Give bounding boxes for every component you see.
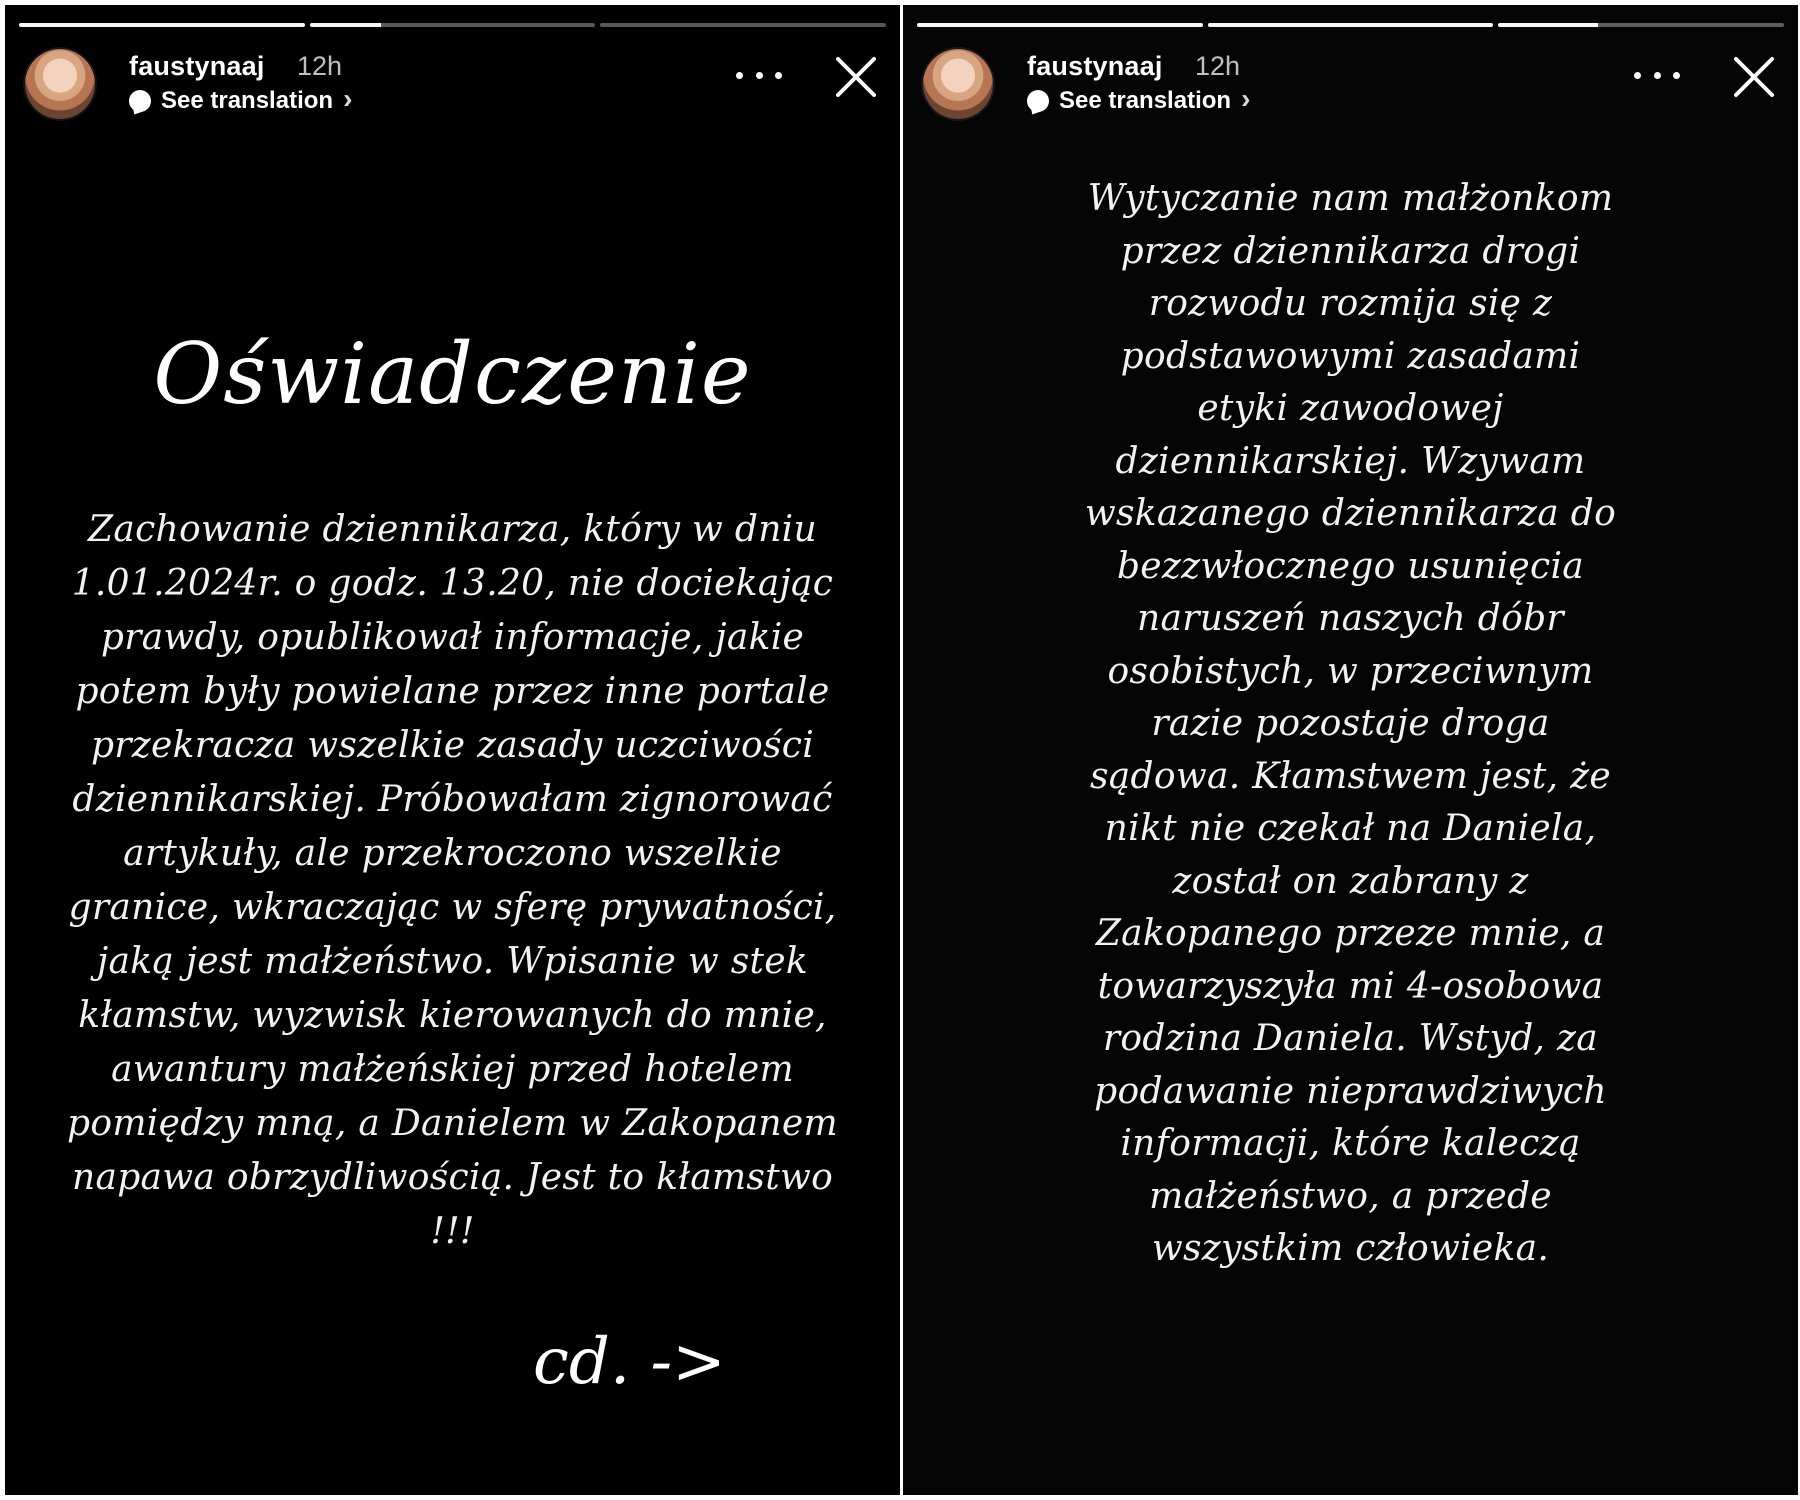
- statement-body: Wytyczanie nam małżonkom przez dziennikarza drogi rozwodu rozmija się z podstawowymi zasadami etyki zawodowej dziennikarskiej. Wzywam wskazanego dziennikarza do bezzwłocznego usunięcia naruszeń naszych dóbr osobistych, w przeciwnym razie pozostaje droga sądowa. Kłamstwem jest, że nikt nie czekał na Daniela, został on zabrany z Zakopanego przeze mnie, a towarzyszyła mi 4-osobowa rodzina Daniela. Wstyd, za podawanie nieprawdziwych informacji, które kaleczą małżeństwo, a przede wszystkim człowieka.: [1084, 178, 1617, 1269]
- time-ago: 12h: [1195, 51, 1241, 81]
- more-options-icon[interactable]: [736, 57, 782, 93]
- close-icon[interactable]: [832, 53, 880, 101]
- progress-segment: [1498, 23, 1784, 27]
- progress-segment: [600, 23, 886, 27]
- close-icon[interactable]: [1730, 53, 1778, 101]
- chevron-right-icon: ›: [343, 83, 353, 114]
- story-panel-left[interactable]: [5, 5, 900, 1495]
- time-ago: 12h: [297, 51, 343, 81]
- avatar[interactable]: [25, 49, 95, 119]
- story-header: [25, 45, 880, 125]
- progress-segment: [1208, 23, 1494, 27]
- translate-bubble-icon: [1027, 90, 1049, 112]
- statement-body: Zachowanie dziennikarza, który w dniu 1.01.2024r. o godz. 13.20, nie dociekając prawdy, opublikował informacje, jakie potem były powielane przez inne portale przekracza wszelkie zasady uczciwości dziennikarskiej. Próbowałam zignorować artykuły, ale przekroczono wszelkie granice, wkraczając w sferę prywatności, jaką jest małżeństwo. Wpisanie w stek kłamstw, wyzwisk kierowanych do mnie, awantury małżeńskiej przed hotelem pomiędzy mną, a Danielem w Zakopanem napawa obrzydliwością. Jest to kłamstwo !!!: [67, 509, 838, 1252]
- chevron-right-icon: ›: [1241, 83, 1251, 114]
- username[interactable]: faustynaaj: [129, 51, 265, 81]
- see-translation-label: See translation: [1059, 87, 1232, 114]
- see-translation-link[interactable]: [1027, 83, 1251, 115]
- username[interactable]: faustynaaj: [1027, 51, 1163, 81]
- more-options-icon[interactable]: [1634, 57, 1680, 93]
- continuation-marker: cd. ->: [533, 1325, 726, 1399]
- progress-segment: [310, 23, 596, 27]
- progress-segment: [917, 23, 1203, 27]
- translate-bubble-icon: [129, 90, 151, 112]
- story-progress-bar: [19, 23, 886, 27]
- story-panel-right[interactable]: [903, 5, 1798, 1495]
- progress-segment: [19, 23, 305, 27]
- see-translation-link[interactable]: [129, 83, 353, 115]
- statement-title: Oświadczenie: [153, 325, 752, 423]
- story-progress-bar: [917, 23, 1784, 27]
- see-translation-label: See translation: [161, 87, 334, 114]
- story-header: [923, 45, 1778, 125]
- avatar[interactable]: [923, 49, 993, 119]
